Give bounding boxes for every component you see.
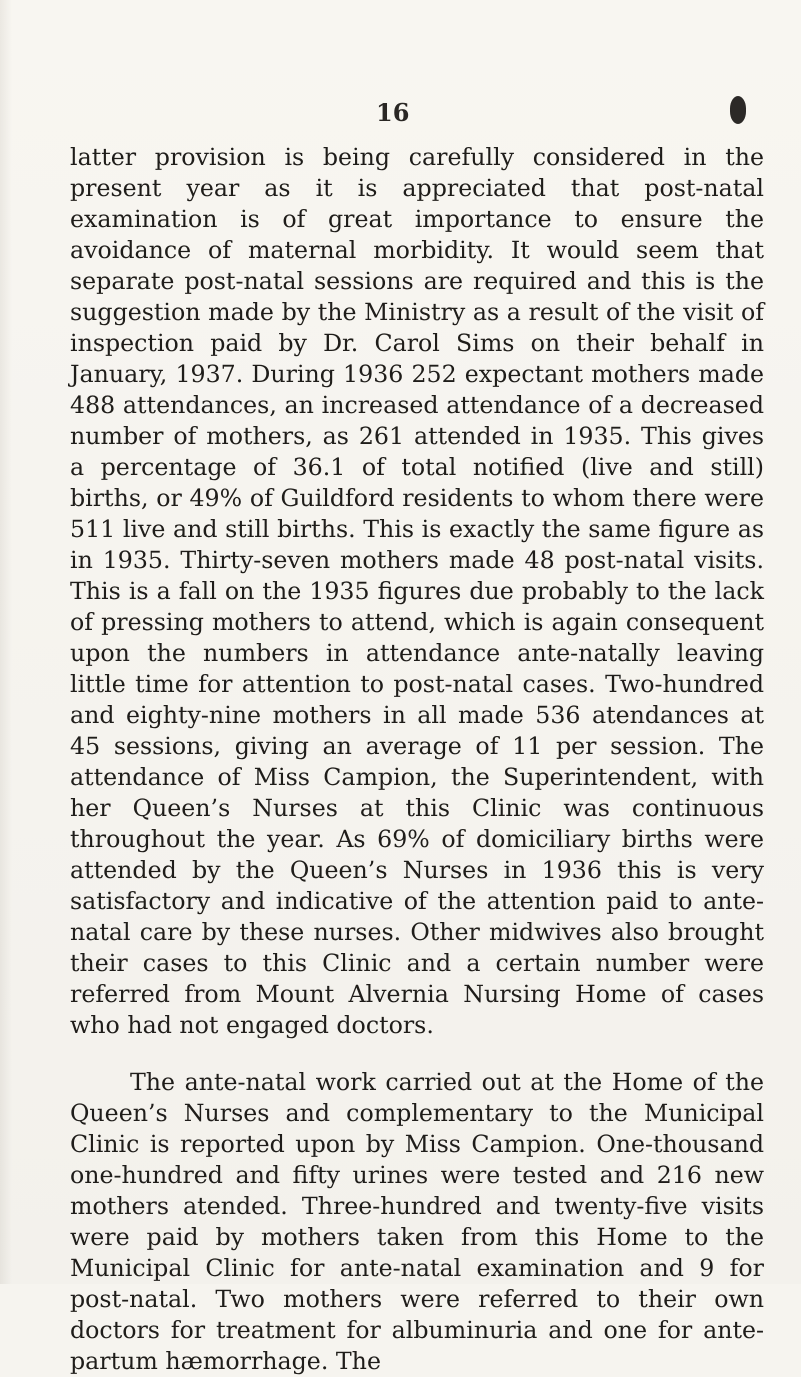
page-edge-shadow (0, 0, 12, 1284)
paragraph-2: The ante-natal work carried out at the Home of the Queen’s Nurses and complementary to the Municipal Clinic is reported upon by Miss Campion. One-thousand one-hundred and fifty urines were tested and 216 new mothers atended. Three-hundred and twenty-five visits were paid by mothers taken from this Home to the Municipal Clinic for ante-natal examination and 9 for post-natal. Two mothers were referred to their own doctors for treatment for albuminuria and one for ante-partum hæmorrhage. The (70, 1068, 764, 1375)
paragraph-1: latter provision is being carefully considered in the present year as it is appreciated that post-natal examination is of great importance to ensure the avoidance of maternal morbidity. It would seem that separate post-natal sessions are required and this is the suggestion made by the Ministry as a result of the visit of inspection paid by Dr. Carol Sims on their behalf in January, 1937. During 1936 252 expectant mothers made 488 attendances, an increased attendance of a decreased number of mothers, as 261 attended in 1935. This gives a percentage of 36.1 of total notified (live and still) births, or 49% of Guildford residents to whom there were 511 live and still births. This is exactly the same figure as in 1935. Thirty-seven mothers made 48 post-natal visits. This is a fall on the 1935 figures due probably to the lack of pressing mothers to attend, which is again consequent upon the numbers in attendance ante-natally leaving little time for attention to post-natal cases. Two-hundred and eighty-nine mothers in all made 536 atendances at 45 sessions, giving an average of 11 per session. The attendance of Miss Campion, the Superintendent, with her Queen’s Nurses at this Clinic was continuous throughout the year. As 69% of domiciliary births were attended by the Queen’s Nurses in 1936 this is very satisfactory and indicative of the attention paid to ante-natal care by these nurses. Other midwives also brought their cases to this Clinic and a certain number were referred from Mount Alvernia Nursing Home of cases who had not engaged doctors. (70, 143, 764, 1039)
body-text (70, 142, 764, 1377)
page-number: 16 (376, 98, 410, 127)
punch-hole-mark (730, 96, 746, 124)
